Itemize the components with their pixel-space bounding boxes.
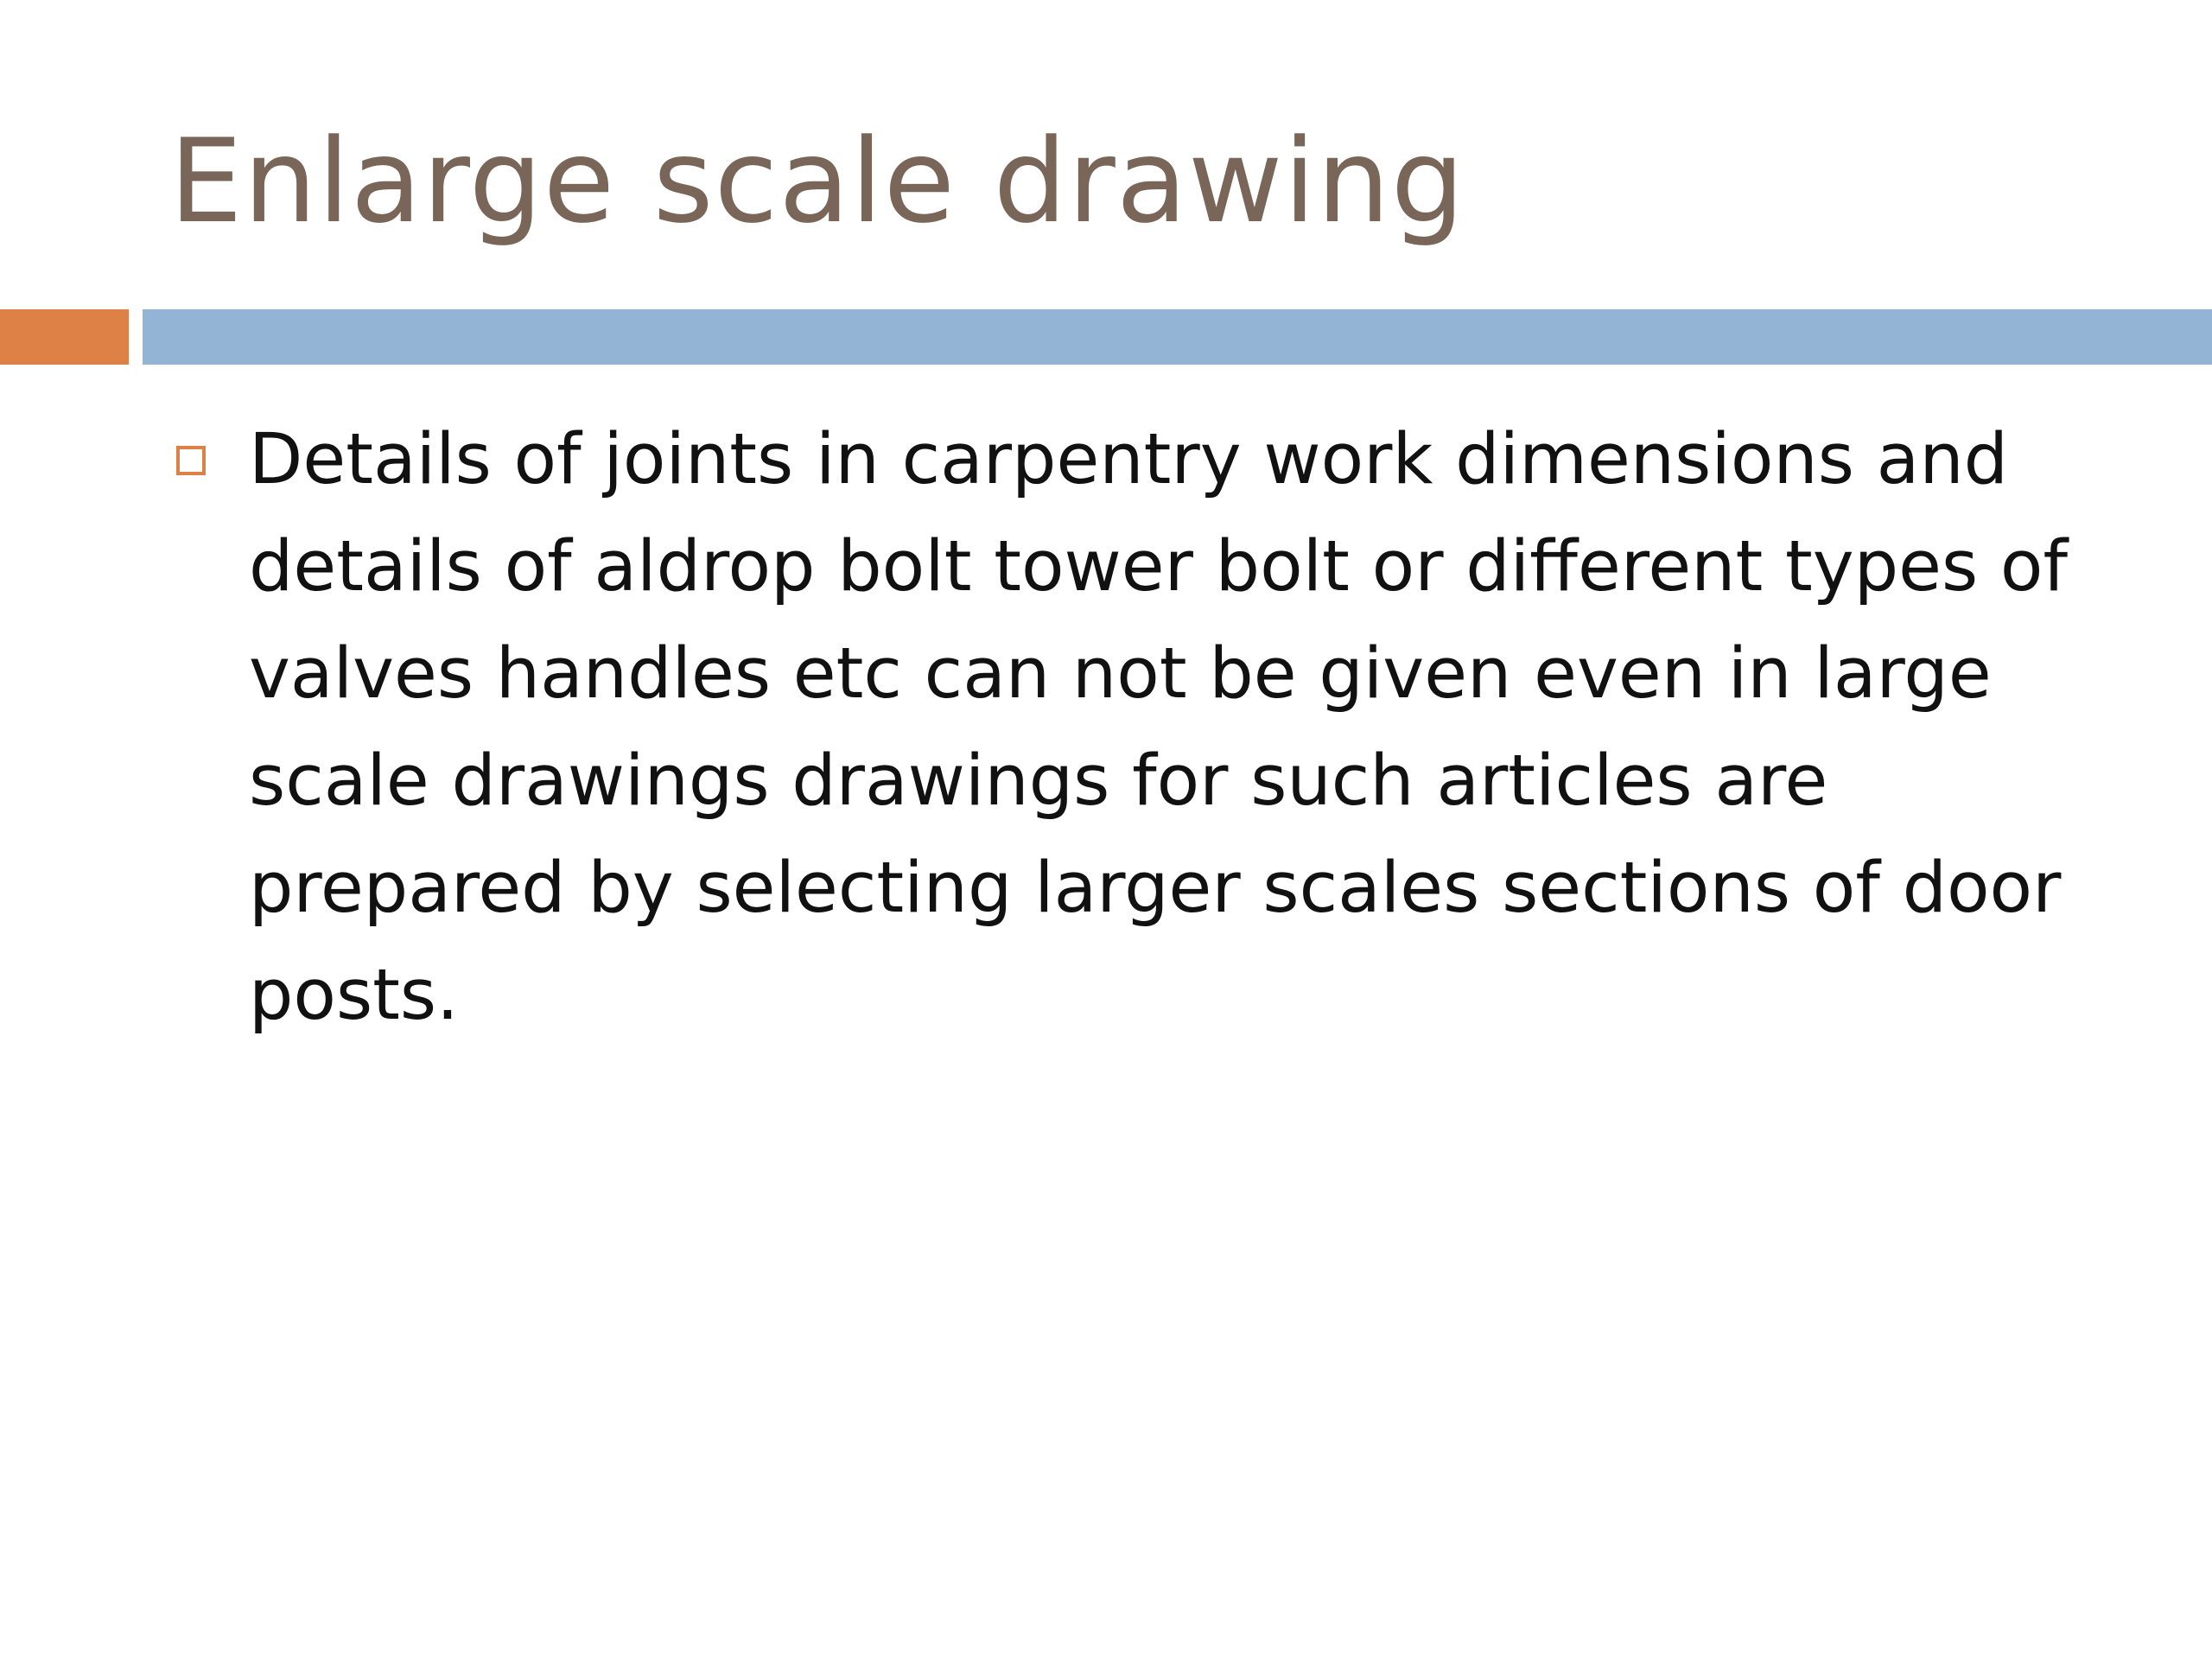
bullet-list <box>169 406 2122 1049</box>
bullet-item <box>169 406 2122 1049</box>
accent-bar-orange <box>0 309 129 365</box>
bullet-text: Details of joints in carpentry work dimensions and details of aldrop bolt tower bolt or different types of valves handles etc can not be given even in large scale drawings drawings for such articles are prepared by selecting larger scales sections of door posts. <box>249 419 2068 1036</box>
hollow-square-bullet-icon <box>176 446 206 475</box>
slide-title: Enlarge scale drawing <box>169 114 1465 249</box>
accent-bar-blue <box>143 309 2212 365</box>
